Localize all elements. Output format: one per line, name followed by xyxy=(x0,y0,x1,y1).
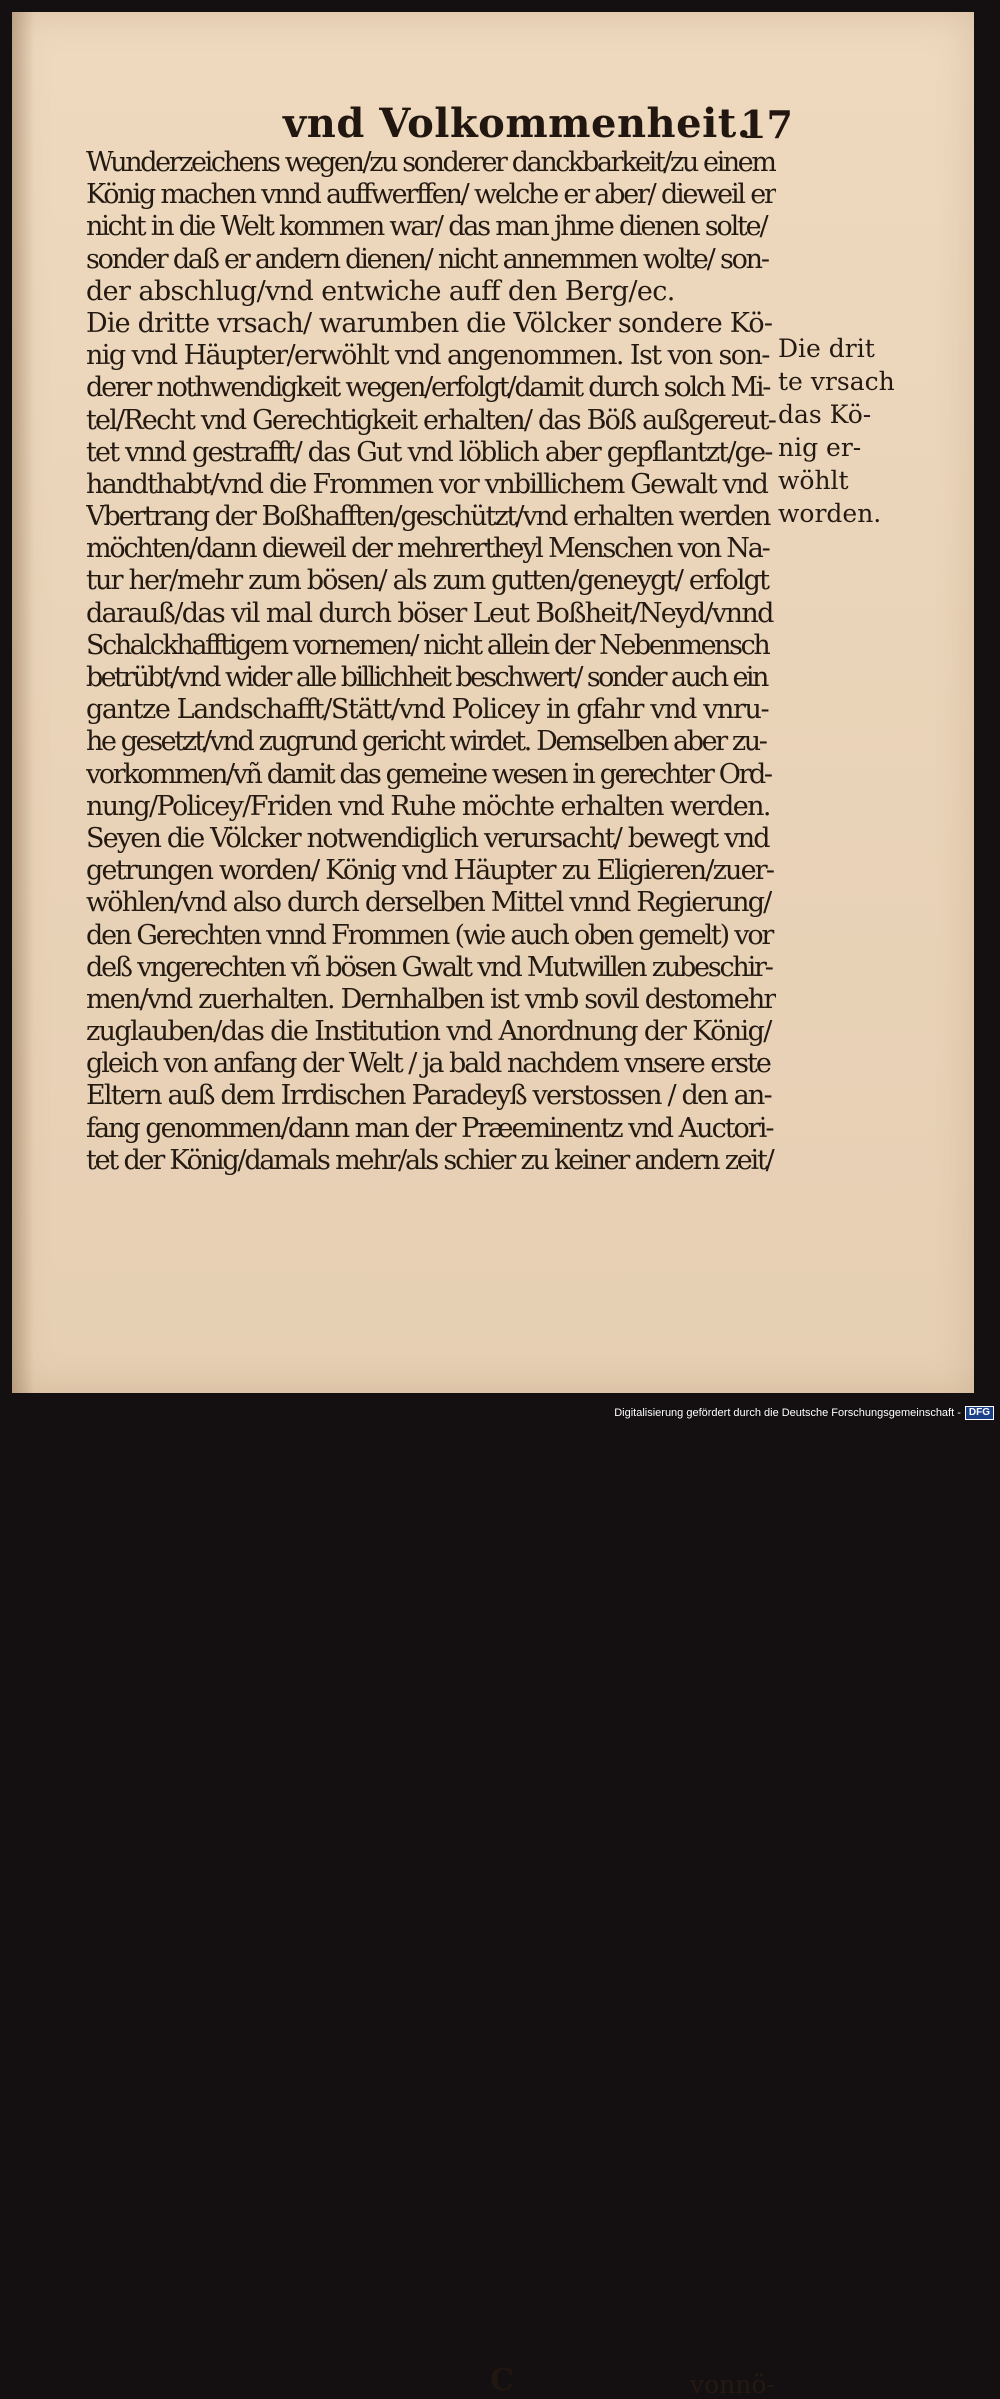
signature-mark: C xyxy=(490,2363,514,2398)
text-line: he gesetzt/vnd zugrund gericht wirdet. Demselben aber zu- xyxy=(86,726,766,758)
text-line: fang genommen/dann man der Præeminentz vnd Auctori- xyxy=(86,1112,773,1144)
text-line: Die dritte vrsach/ warumben die Völcker sondere Kö- xyxy=(86,307,773,339)
digitization-credit xyxy=(614,1406,994,1420)
text-line: nung/Policey/Friden vnd Ruhe möchte erhalten werden. xyxy=(86,790,770,822)
text-line: möchten/dann dieweil der mehrertheyl Menschen von Na- xyxy=(86,533,769,565)
dfg-logo-icon: DFG xyxy=(965,1406,994,1420)
text-line: zuglauben/das die Institution vnd Anordnung der König/ xyxy=(86,1016,771,1048)
running-title: vnd Volkommenheit. xyxy=(283,100,752,147)
text-line: nicht in die Welt kommen war/ das man jhme dienen solte/ xyxy=(86,211,767,243)
page-header xyxy=(0,0,1000,160)
text-line: Eltern auß dem Irrdischen Paradeyß verstossen / den an- xyxy=(86,1080,771,1112)
marginal-note xyxy=(778,332,895,530)
text-line: getrungen worden/ König vnd Häupter zu Eligieren/zuer- xyxy=(86,855,774,887)
text-line: tur her/mehr zum bösen/ als zum gutten/geneygt/ erfolgt xyxy=(86,565,769,597)
body-text xyxy=(86,147,776,1177)
credit-text: Digitalisierung gefördert durch die Deutsche Forschungsgemeinschaft - xyxy=(614,1407,961,1419)
text-line: tel/Recht vnd Gerechtigkeit erhalten/ das Böß außgereut- xyxy=(86,404,776,436)
catchword: vonnö- xyxy=(690,2370,775,2399)
text-line: gleich von anfang der Welt / ja bald nachdem vnsere erste xyxy=(86,1048,770,1080)
text-line: nig vnd Häupter/erwöhlt vnd angenommen. Ist von son- xyxy=(86,340,769,372)
text-line: wöhlen/vnd also durch derselben Mittel vnnd Regierung/ xyxy=(86,887,771,919)
marginal-note-line: te vrsach xyxy=(778,367,895,396)
marginal-note-line: Die drit xyxy=(778,334,875,363)
text-line: handthabt/vnd die Frommen vor vnbillichem Gewalt vnd xyxy=(86,468,768,500)
text-line: Vbertrang der Boßhafften/geschützt/vnd erhalten werden xyxy=(86,501,770,533)
text-line: betrübt/vnd wider alle billichheit beschwert/ sonder auch ein xyxy=(86,662,767,693)
text-line: sonder daß er andern dienen/ nicht annemmen wolte/ son- xyxy=(86,243,768,275)
text-line: tet der König/damals mehr/als schier zu keiner andern zeit/ xyxy=(86,1144,773,1176)
page-number: 17 xyxy=(740,102,793,147)
text-line: gantze Landschafft/Stätt/vnd Policey in gfahr vnd vnru- xyxy=(86,694,769,726)
text-line: darauß/das vil mal durch böser Leut Boßheit/Neyd/vnnd xyxy=(86,597,773,629)
marginal-note-line: worden. xyxy=(778,499,882,528)
marginal-note-line: das Kö- xyxy=(778,400,872,429)
text-line: Wunderzeichens wegen/zu sonderer danckbarkeit/zu einem xyxy=(86,147,775,178)
text-line: König machen vnnd auffwerffen/ welche er aber/ dieweil er xyxy=(86,179,775,211)
text-line: den Gerechten vnnd Frommen (wie auch oben gemelt) vor xyxy=(86,919,773,951)
text-line: men/vnd zuerhalten. Dernhalben ist vmb sovil destomehr xyxy=(86,983,775,1015)
text-line: der abschlug/vnd entwiche auff den Berg/ec. xyxy=(86,275,675,307)
text-line: vorkommen/vñ damit das gemeine wesen in gerechter Ord- xyxy=(86,758,771,790)
text-line: Schalckhafftigem vornemen/ nicht allein der Nebenmensch xyxy=(86,629,769,661)
text-line: derer nothwendigkeit wegen/erfolgt/damit durch solch Mi- xyxy=(86,372,770,404)
text-line: tet vnnd gestrafft/ das Gut vnd löblich aber gepflantzt/ge- xyxy=(86,436,772,468)
marginal-note-line: wöhlt xyxy=(778,466,849,495)
text-line: deß vngerechten vñ bösen Gwalt vnd Mutwillen zubeschir- xyxy=(86,951,772,983)
marginal-note-line: nig er- xyxy=(778,433,862,462)
text-line: Seyen die Völcker notwendiglich verursacht/ bewegt vnd xyxy=(86,822,769,854)
